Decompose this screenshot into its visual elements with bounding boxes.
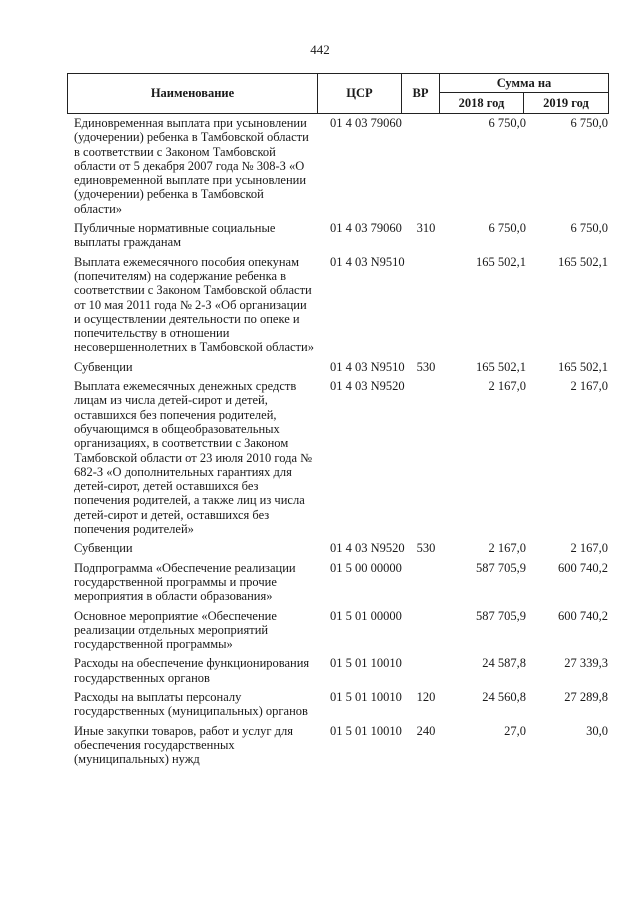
row-csr: 01 4 03 N9510	[330, 359, 405, 374]
table-row	[0, 360, 640, 374]
row-vr: 530	[416, 359, 436, 374]
row-name: Субвенции	[74, 541, 133, 556]
row-vr: 310	[416, 221, 436, 236]
row-sum-2018: 6 750,0	[488, 221, 526, 236]
table-row	[0, 541, 640, 555]
row-sum-2019: 6 750,0	[570, 116, 608, 130]
table-row	[0, 656, 640, 685]
row-csr: 01 4 03 N9520	[330, 379, 405, 394]
table-row	[0, 609, 640, 652]
row-name: Иные закупки товаров, работ и услуг для обеспечения государственных (муниципальных) нужд	[74, 723, 294, 767]
table-body	[0, 116, 640, 771]
row-vr: 120	[416, 689, 436, 704]
row-sum-2018: 27,0	[504, 723, 526, 738]
row-csr: 01 5 01 10010	[330, 656, 402, 671]
row-sum-2018: 165 502,1	[476, 254, 526, 269]
row-sum-2019: 27 289,8	[564, 689, 608, 704]
row-sum-2018: 587 705,9	[476, 560, 526, 575]
table-row	[0, 724, 640, 767]
row-name: Расходы на выплаты персоналу государственных (муниципальных) органов	[74, 689, 308, 719]
row-sum-2018: 2 167,0	[488, 541, 526, 556]
row-name: Расходы на обеспечение функционирования государственных органов	[74, 656, 310, 685]
row-csr: 01 4 03 N9520	[330, 541, 405, 556]
table-row	[0, 561, 640, 604]
row-sum-2019: 27 339,3	[564, 656, 608, 671]
row-sum-2019: 165 502,1	[558, 254, 608, 269]
table-row	[0, 255, 640, 355]
header-csr: ЦСР	[318, 74, 402, 113]
row-sum-2018: 165 502,1	[476, 359, 526, 374]
row-csr: 01 4 03 79060	[330, 116, 402, 130]
header-sum: Сумма на	[440, 74, 608, 93]
table-row	[0, 221, 640, 250]
header-year-2018: 2018 год	[440, 93, 524, 113]
row-sum-2019: 30,0	[586, 723, 608, 738]
header-vr: ВР	[402, 74, 440, 113]
row-csr: 01 5 01 00000	[330, 608, 402, 623]
row-sum-2018: 24 587,8	[482, 656, 526, 671]
row-sum-2019: 2 167,0	[570, 541, 608, 556]
row-vr: 530	[416, 541, 436, 556]
row-sum-2019: 600 740,2	[558, 608, 608, 623]
row-sum-2018: 2 167,0	[488, 379, 526, 394]
table-row	[0, 690, 640, 719]
row-csr: 01 5 01 10010	[330, 723, 402, 738]
row-sum-2019: 600 740,2	[558, 560, 608, 575]
table-header	[67, 73, 609, 114]
row-csr: 01 5 00 00000	[330, 560, 402, 575]
table-row	[0, 116, 640, 216]
header-name: Наименование	[68, 74, 318, 113]
row-name: Субвенции	[74, 359, 133, 374]
page-number: 442	[310, 42, 330, 57]
row-vr: 240	[416, 723, 436, 738]
row-name: Выплата ежемесячных денежных средств лицам из числа детей-сирот и детей, оставшихся без попечения родителей, обучающимся в общеобразовательных организациях, в соответствии с Законом Тамбовской области от 23 июля 2010 года № 682-З «О дополнительных гарантиях для детей-сирот, детей оставшихся без попечения родителей, а также лиц из числа детей-сирот и детей, оставшихся без попечения родителей»	[74, 379, 313, 537]
row-csr: 01 4 03 N9510	[330, 254, 405, 269]
header-year-2019: 2019 год	[543, 95, 589, 110]
row-sum-2018: 24 560,8	[482, 689, 526, 704]
row-name: Выплата ежемесячного пособия опекунам (попечителям) на содержание ребенка в соответствии с Законом Тамбовской области от 10 мая 2011 года № 2-З «Об организации и осуществлении деятельности по опеке и попечительству в отношении несовершеннолетних в Тамбовской области»	[74, 254, 314, 355]
row-name: Единовременная выплата при усыновлении (удочерении) ребенка в Тамбовской области в соответствии с Законом Тамбовской области от 5 декабря 2007 года № 308-З «О единовременной выплате при усыновлении (удочерении) ребенка в Тамбовской области»	[74, 116, 309, 216]
row-name: Публичные нормативные социальные выплаты гражданам	[74, 221, 276, 250]
row-sum-2018: 6 750,0	[488, 116, 526, 130]
row-sum-2019: 165 502,1	[558, 359, 608, 374]
row-name: Подпрограмма «Обеспечение реализации государственной программы и прочие мероприятия в области образования»	[74, 560, 296, 604]
row-sum-2019: 2 167,0	[570, 379, 608, 394]
row-csr: 01 4 03 79060	[330, 221, 402, 236]
row-name: Основное мероприятие «Обеспечение реализации отдельных мероприятий государственной программы»	[74, 608, 277, 652]
row-sum-2018: 587 705,9	[476, 608, 526, 623]
row-csr: 01 5 01 10010	[330, 689, 402, 704]
row-sum-2019: 6 750,0	[570, 221, 608, 236]
table-row	[0, 379, 640, 536]
